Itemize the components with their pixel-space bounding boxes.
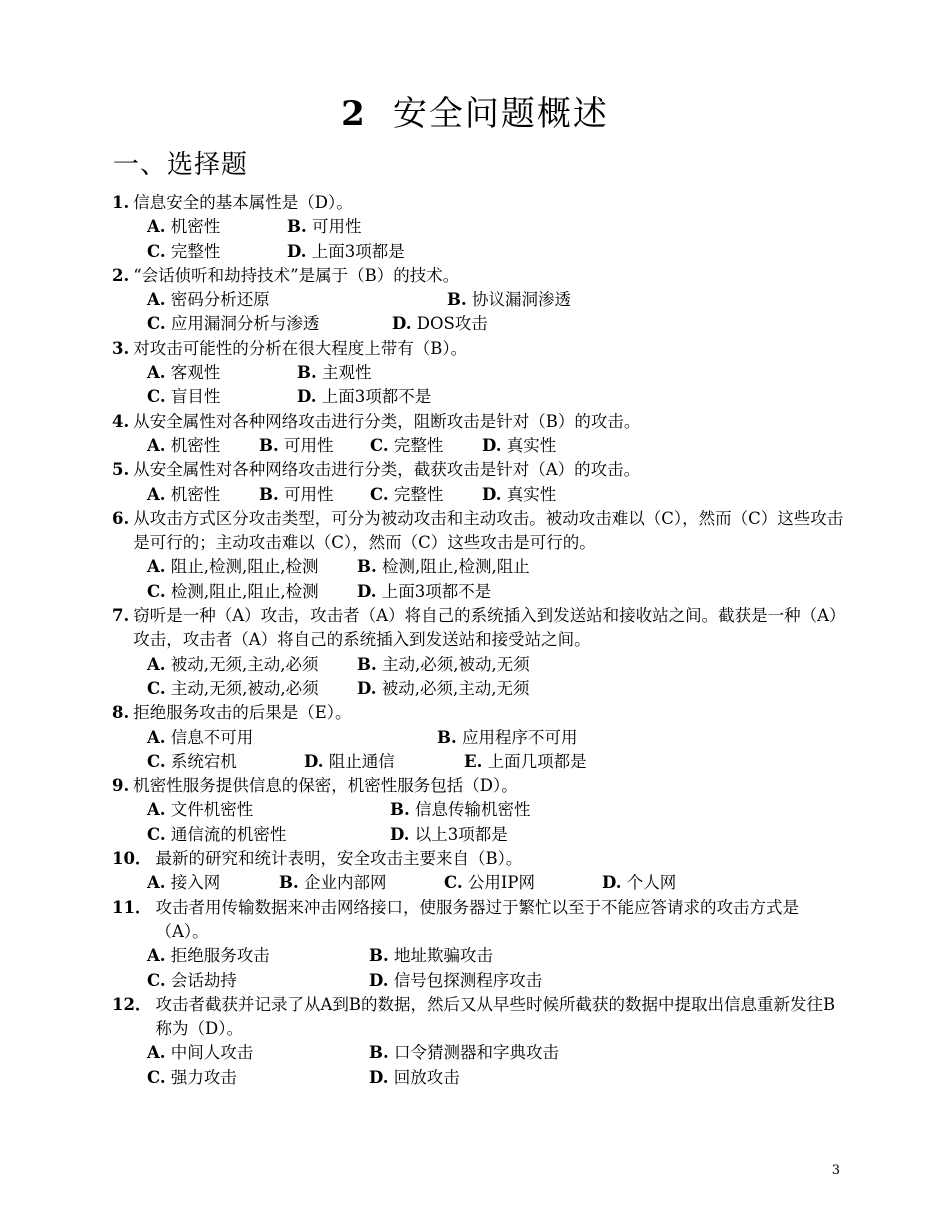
page-number: 3 — [831, 1163, 840, 1178]
question-stem — [112, 337, 847, 361]
option-label: D. — [287, 241, 307, 261]
option-label: A. — [147, 654, 166, 674]
question-number: 4. — [112, 411, 130, 431]
answer-option — [147, 555, 319, 579]
option-text: 文件机密性 — [170, 800, 254, 820]
option-text: 可用性 — [311, 217, 362, 237]
answer-option — [369, 969, 542, 993]
option-label: C. — [147, 751, 166, 771]
option-label: D. — [390, 824, 410, 844]
question-text: 从安全属性对各种网络攻击进行分类，阻断攻击是针对（B）的攻击。 — [133, 411, 641, 431]
option-text: 可用性 — [283, 435, 334, 455]
option-row — [147, 823, 847, 847]
answer-option — [287, 240, 405, 264]
question-stem — [112, 847, 847, 871]
option-row — [147, 555, 847, 579]
option-label: D. — [369, 970, 389, 990]
answer-option — [147, 653, 319, 677]
option-text: 公用IP网 — [467, 873, 535, 893]
answer-option — [147, 580, 319, 604]
question — [112, 264, 847, 337]
option-label: A. — [147, 1043, 166, 1063]
question-stem — [112, 774, 847, 798]
option-text: 主动,无须,被动,必须 — [170, 678, 319, 698]
option-text: 上面3项都不是 — [381, 581, 492, 601]
option-row — [147, 726, 847, 750]
question — [112, 410, 847, 459]
question-number: 10． — [112, 849, 152, 869]
option-label: D. — [369, 1067, 389, 1087]
option-row — [147, 240, 847, 264]
option-text: 拒绝服务攻击 — [170, 946, 270, 966]
answer-option — [297, 385, 431, 409]
question — [112, 847, 847, 896]
option-row — [147, 750, 847, 774]
option-label: C. — [370, 435, 389, 455]
question-number: 12． — [112, 994, 152, 1014]
option-label: A. — [147, 435, 166, 455]
answer-option — [147, 215, 220, 239]
answer-option — [369, 944, 493, 968]
option-label: A. — [147, 363, 166, 383]
answer-option — [370, 483, 443, 507]
option-row — [147, 385, 847, 409]
option-text: 个人网 — [626, 873, 677, 893]
question-number: 7. — [112, 606, 130, 626]
option-text: 应用漏洞分析与渗透 — [170, 314, 320, 334]
option-label: B. — [297, 363, 317, 383]
answer-option — [464, 750, 587, 774]
question-number: 8. — [112, 703, 130, 723]
option-text: 检测,阻止,检测,阻止 — [381, 557, 530, 577]
question-list — [112, 191, 847, 1090]
option-text: 上面几项都是 — [487, 751, 587, 771]
option-text: 应用程序不可用 — [461, 727, 578, 747]
chapter-number: 2 — [341, 94, 365, 134]
question — [112, 507, 847, 604]
question-number: 9. — [112, 776, 130, 796]
answer-option — [147, 385, 220, 409]
option-text: 被动,必须,主动,无须 — [381, 678, 530, 698]
option-label: D. — [357, 581, 377, 601]
option-label: B. — [437, 727, 457, 747]
option-text: 完整性 — [393, 484, 444, 504]
option-label: C. — [147, 970, 166, 990]
question — [112, 191, 847, 264]
answer-option — [437, 726, 577, 750]
option-text: 客观性 — [170, 363, 221, 383]
option-row — [147, 798, 847, 822]
option-row — [147, 288, 847, 312]
option-row — [147, 1066, 847, 1090]
option-label: C. — [147, 581, 166, 601]
option-text: 完整性 — [170, 241, 221, 261]
option-text: 信息传输机密性 — [414, 800, 531, 820]
answer-option — [147, 871, 220, 895]
option-text: 完整性 — [393, 435, 444, 455]
answer-option — [259, 483, 333, 507]
answer-option — [147, 483, 220, 507]
question-stem — [112, 458, 847, 482]
option-label: A. — [147, 727, 166, 747]
option-label: B. — [369, 946, 389, 966]
answer-option — [147, 750, 237, 774]
option-label: B. — [357, 557, 377, 577]
option-label: A. — [147, 290, 166, 310]
option-row — [147, 653, 847, 677]
option-label: B. — [259, 435, 279, 455]
answer-option — [444, 871, 535, 895]
option-label: A. — [147, 800, 166, 820]
option-row — [147, 434, 847, 458]
option-text: 检测,阻止,阻止,检测 — [170, 581, 319, 601]
question-stem — [112, 701, 847, 725]
option-text: 主观性 — [321, 363, 372, 383]
option-label: D. — [392, 314, 412, 334]
question-stem — [112, 191, 847, 215]
option-text: 口令猜测器和字典攻击 — [393, 1043, 559, 1063]
option-text: 盲目性 — [170, 387, 221, 407]
option-label: D. — [357, 678, 377, 698]
question-stem — [112, 993, 847, 1042]
option-text: 机密性 — [170, 484, 221, 504]
option-label: C. — [147, 1067, 166, 1087]
question-stem — [112, 896, 847, 945]
answer-option — [602, 871, 676, 895]
option-label: D. — [482, 435, 502, 455]
option-text: 机密性 — [170, 217, 221, 237]
option-text: DOS攻击 — [416, 314, 488, 334]
answer-option — [369, 1041, 559, 1065]
option-label: C. — [147, 241, 166, 261]
question-text: 攻击者用传输数据来冲击网络接口，使服务器过于繁忙以至于不能应答请求的攻击方式是（A）。 — [155, 897, 799, 941]
answer-option — [482, 483, 556, 507]
option-label: D. — [297, 387, 317, 407]
question-text: 从攻击方式区分攻击类型，可分为被动攻击和主动攻击。被动攻击难以（C），然而（C）这些攻击是可行的；主动攻击难以（C），然而（C）这些攻击是可行的。 — [133, 508, 844, 553]
option-text: 通信流的机密性 — [170, 824, 287, 844]
option-label: B. — [259, 484, 279, 504]
question-number: 2. — [112, 265, 130, 285]
option-text: 地址欺骗攻击 — [393, 946, 493, 966]
answer-option — [147, 944, 270, 968]
option-text: 强力攻击 — [170, 1067, 237, 1087]
option-text: 中间人攻击 — [170, 1043, 254, 1063]
answer-option — [357, 555, 530, 579]
answer-option — [390, 798, 530, 822]
option-text: 密码分析还原 — [170, 290, 270, 310]
question-text: 从安全属性对各种网络攻击进行分类，截获攻击是针对（A）的攻击。 — [133, 460, 641, 480]
answer-option — [392, 312, 488, 336]
question-stem — [112, 604, 847, 653]
question-number: 5. — [112, 460, 130, 480]
option-label: E. — [464, 751, 483, 771]
answer-option — [370, 434, 443, 458]
option-row — [147, 483, 847, 507]
option-label: C. — [370, 484, 389, 504]
option-label: C. — [147, 824, 166, 844]
option-text: 协议漏洞渗透 — [471, 290, 571, 310]
option-label: B. — [279, 873, 299, 893]
option-text: 上面3项都是 — [311, 241, 405, 261]
answer-option — [304, 750, 395, 774]
option-text: 系统宕机 — [170, 751, 237, 771]
option-label: B. — [447, 290, 467, 310]
section-heading: 一、选择题 — [113, 150, 249, 180]
question — [112, 604, 847, 701]
option-label: C. — [147, 678, 166, 698]
option-text: 接入网 — [170, 873, 221, 893]
answer-option — [357, 580, 491, 604]
option-text: 会话劫持 — [170, 970, 237, 990]
option-row — [147, 944, 847, 968]
answer-option — [147, 969, 237, 993]
answer-option — [147, 823, 286, 847]
chapter-title — [0, 92, 950, 136]
answer-option — [297, 361, 371, 385]
question — [112, 337, 847, 410]
option-text: 信号包探测程序攻击 — [393, 970, 543, 990]
answer-option — [279, 871, 386, 895]
option-row — [147, 1041, 847, 1065]
option-text: 回放攻击 — [393, 1067, 460, 1087]
question-text: 机密性服务提供信息的保密，机密性服务包括（D）。 — [133, 776, 518, 796]
option-label: A. — [147, 217, 166, 237]
option-text: 真实性 — [506, 435, 557, 455]
answer-option — [369, 1066, 460, 1090]
option-text: 阻止通信 — [328, 751, 395, 771]
question-number: 11． — [112, 897, 152, 917]
question-text: 拒绝服务攻击的后果是（E）。 — [133, 703, 352, 723]
question-text: 对攻击可能性的分析在很大程度上带有（B）。 — [133, 338, 468, 358]
option-label: B. — [357, 654, 377, 674]
question — [112, 993, 847, 1090]
option-label: A. — [147, 873, 166, 893]
question-text: “会话侦听和劫持技术”是属于（B）的技术。 — [133, 265, 460, 285]
option-label: C. — [444, 873, 463, 893]
answer-option — [287, 215, 361, 239]
option-row — [147, 312, 847, 336]
answer-option — [147, 312, 319, 336]
question-number: 3. — [112, 338, 130, 358]
answer-option — [482, 434, 556, 458]
answer-option — [259, 434, 333, 458]
question — [112, 774, 847, 847]
option-text: 上面3项都不是 — [321, 387, 432, 407]
option-row — [147, 871, 847, 895]
answer-option — [390, 823, 508, 847]
option-label: A. — [147, 557, 166, 577]
option-row — [147, 361, 847, 385]
answer-option — [147, 1041, 253, 1065]
option-text: 阻止,检测,阻止,检测 — [170, 557, 319, 577]
question — [112, 458, 847, 507]
question — [112, 896, 847, 993]
answer-option — [147, 434, 220, 458]
answer-option — [147, 288, 270, 312]
option-text: 被动,无须,主动,必须 — [170, 654, 319, 674]
question-number: 1. — [112, 193, 130, 212]
option-label: D. — [304, 751, 324, 771]
question-text: 最新的研究和统计表明，安全攻击主要来自（B）。 — [155, 849, 523, 869]
option-text: 信息不可用 — [170, 727, 254, 747]
option-text: 真实性 — [506, 484, 557, 504]
answer-option — [147, 677, 319, 701]
option-text: 以上3项都是 — [414, 824, 508, 844]
option-row — [147, 677, 847, 701]
option-text: 企业内部网 — [303, 873, 387, 893]
option-label: A. — [147, 946, 166, 966]
answer-option — [447, 288, 571, 312]
answer-option — [147, 240, 220, 264]
question-text: 攻击者截获并记录了从A到B的数据，然后又从早些时候所截获的数据中提取出信息重新发往B称为（D）。 — [155, 994, 836, 1039]
question-stem — [112, 264, 847, 288]
question — [112, 701, 847, 774]
option-row — [147, 969, 847, 993]
option-label: A. — [147, 484, 166, 504]
option-label: D. — [482, 484, 502, 504]
question-text: 窃听是一种（A）攻击，攻击者（A）将自己的系统插入到发送站和接收站之间。截获是一种（A）攻击，攻击者（A）将自己的系统插入到发送站和接受站之间。 — [133, 606, 846, 650]
chapter-title-text: 安全问题概述 — [392, 94, 609, 134]
question-stem — [112, 410, 847, 434]
question-stem — [112, 507, 847, 556]
option-label: C. — [147, 387, 166, 407]
answer-option — [147, 726, 253, 750]
option-row — [147, 580, 847, 604]
answer-option — [147, 798, 253, 822]
option-label: D. — [602, 873, 622, 893]
answer-option — [147, 361, 220, 385]
option-text: 主动,必须,被动,无须 — [381, 654, 530, 674]
option-label: C. — [147, 314, 166, 334]
option-label: B. — [369, 1043, 389, 1063]
option-label: B. — [287, 217, 307, 237]
option-text: 机密性 — [170, 435, 221, 455]
question-text: 信息安全的基本属性是（D）。 — [133, 193, 353, 212]
option-label: B. — [390, 800, 410, 820]
option-row — [147, 215, 847, 239]
answer-option — [147, 1066, 237, 1090]
answer-option — [357, 653, 530, 677]
option-text: 可用性 — [283, 484, 334, 504]
answer-option — [357, 677, 529, 701]
question-number: 6. — [112, 508, 130, 528]
